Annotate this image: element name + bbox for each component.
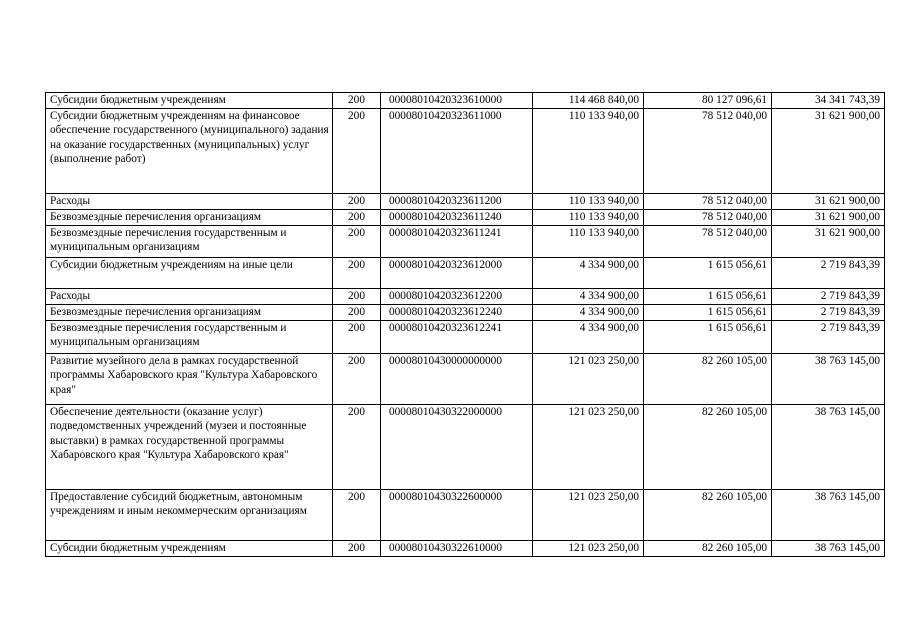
line-code-cell: 200 bbox=[333, 489, 381, 540]
unexecuted-amount-cell: 2 719 843,39 bbox=[772, 320, 885, 353]
expense-name-cell: Развитие музейного дела в рамках государственной программы Хабаровского края "Культура Хабаровского края" bbox=[46, 353, 333, 404]
table-row bbox=[46, 209, 885, 225]
approved-amount-cell: 110 133 940,00 bbox=[533, 193, 644, 209]
unexecuted-amount-cell: 38 763 145,00 bbox=[772, 353, 885, 404]
approved-amount-cell: 4 334 900,00 bbox=[533, 320, 644, 353]
line-code-cell: 200 bbox=[333, 225, 381, 257]
budget-classification-code-cell: 00008010420323612241 bbox=[381, 320, 533, 353]
approved-amount-cell: 4 334 900,00 bbox=[533, 257, 644, 288]
executed-amount-cell: 82 260 105,00 bbox=[644, 404, 772, 489]
budget-classification-code-cell: 00008010430322610000 bbox=[381, 540, 533, 556]
expense-name-cell: Обеспечение деятельности (оказание услуг) подведомственных учреждений (музеи и постоянные выставки) в рамках государственной программы Хабаровского края "Культура Хабаровского края" bbox=[46, 404, 333, 489]
budget-classification-code-cell: 00008010420323610000 bbox=[381, 93, 533, 109]
approved-amount-cell: 110 133 940,00 bbox=[533, 108, 644, 193]
unexecuted-amount-cell: 2 719 843,39 bbox=[772, 257, 885, 288]
table-row bbox=[46, 320, 885, 353]
approved-amount-cell: 4 334 900,00 bbox=[533, 304, 644, 320]
line-code-cell: 200 bbox=[333, 257, 381, 288]
budget-classification-code-cell: 00008010420323611000 bbox=[381, 108, 533, 193]
approved-amount-cell: 121 023 250,00 bbox=[533, 540, 644, 556]
unexecuted-amount-cell: 31 621 900,00 bbox=[772, 108, 885, 193]
budget-classification-code-cell: 00008010420323611200 bbox=[381, 193, 533, 209]
line-code-cell: 200 bbox=[333, 353, 381, 404]
line-code-cell: 200 bbox=[333, 108, 381, 193]
executed-amount-cell: 1 615 056,61 bbox=[644, 288, 772, 304]
budget-classification-code-cell: 00008010430322600000 bbox=[381, 489, 533, 540]
approved-amount-cell: 121 023 250,00 bbox=[533, 404, 644, 489]
executed-amount-cell: 82 260 105,00 bbox=[644, 353, 772, 404]
budget-classification-code-cell: 00008010420323611240 bbox=[381, 209, 533, 225]
executed-amount-cell: 1 615 056,61 bbox=[644, 320, 772, 353]
unexecuted-amount-cell: 2 719 843,39 bbox=[772, 304, 885, 320]
line-code-cell: 200 bbox=[333, 540, 381, 556]
unexecuted-amount-cell: 31 621 900,00 bbox=[772, 209, 885, 225]
table-row bbox=[46, 540, 885, 556]
expense-name-cell: Субсидии бюджетным учреждениям bbox=[46, 540, 333, 556]
executed-amount-cell: 78 512 040,00 bbox=[644, 193, 772, 209]
unexecuted-amount-cell: 38 763 145,00 bbox=[772, 404, 885, 489]
expense-name-cell: Расходы bbox=[46, 288, 333, 304]
expense-name-cell: Расходы bbox=[46, 193, 333, 209]
table-row bbox=[46, 404, 885, 489]
unexecuted-amount-cell: 38 763 145,00 bbox=[772, 489, 885, 540]
executed-amount-cell: 82 260 105,00 bbox=[644, 540, 772, 556]
budget-classification-code-cell: 00008010430000000000 bbox=[381, 353, 533, 404]
table-row bbox=[46, 257, 885, 288]
unexecuted-amount-cell: 31 621 900,00 bbox=[772, 225, 885, 257]
expense-name-cell: Безвозмездные перечисления государственным и муниципальным организациям bbox=[46, 225, 333, 257]
table-row bbox=[46, 93, 885, 109]
approved-amount-cell: 121 023 250,00 bbox=[533, 353, 644, 404]
table-row bbox=[46, 489, 885, 540]
unexecuted-amount-cell: 38 763 145,00 bbox=[772, 540, 885, 556]
table-row bbox=[46, 353, 885, 404]
expense-name-cell: Безвозмездные перечисления организациям bbox=[46, 304, 333, 320]
table-row bbox=[46, 304, 885, 320]
table-row bbox=[46, 108, 885, 193]
executed-amount-cell: 1 615 056,61 bbox=[644, 257, 772, 288]
budget-execution-table bbox=[45, 92, 885, 557]
unexecuted-amount-cell: 31 621 900,00 bbox=[772, 193, 885, 209]
expense-name-cell: Субсидии бюджетным учреждениям на финансовое обеспечение государственного (муниципального) задания на оказание государственных (муниципальных) услуг (выполнение работ) bbox=[46, 108, 333, 193]
table-row bbox=[46, 193, 885, 209]
executed-amount-cell: 78 512 040,00 bbox=[644, 108, 772, 193]
line-code-cell: 200 bbox=[333, 304, 381, 320]
line-code-cell: 200 bbox=[333, 320, 381, 353]
budget-classification-code-cell: 00008010430322000000 bbox=[381, 404, 533, 489]
unexecuted-amount-cell: 2 719 843,39 bbox=[772, 288, 885, 304]
executed-amount-cell: 78 512 040,00 bbox=[644, 225, 772, 257]
approved-amount-cell: 4 334 900,00 bbox=[533, 288, 644, 304]
executed-amount-cell: 78 512 040,00 bbox=[644, 209, 772, 225]
approved-amount-cell: 110 133 940,00 bbox=[533, 225, 644, 257]
budget-classification-code-cell: 00008010420323612000 bbox=[381, 257, 533, 288]
executed-amount-cell: 80 127 096,61 bbox=[644, 93, 772, 109]
approved-amount-cell: 110 133 940,00 bbox=[533, 209, 644, 225]
executed-amount-cell: 1 615 056,61 bbox=[644, 304, 772, 320]
line-code-cell: 200 bbox=[333, 209, 381, 225]
expense-name-cell: Безвозмездные перечисления государственным и муниципальным организациям bbox=[46, 320, 333, 353]
expense-name-cell: Субсидии бюджетным учреждениям на иные цели bbox=[46, 257, 333, 288]
expense-name-cell: Предоставление субсидий бюджетным, автономным учреждениям и иным некоммерческим организациям bbox=[46, 489, 333, 540]
budget-classification-code-cell: 00008010420323612240 bbox=[381, 304, 533, 320]
line-code-cell: 200 bbox=[333, 288, 381, 304]
line-code-cell: 200 bbox=[333, 404, 381, 489]
unexecuted-amount-cell: 34 341 743,39 bbox=[772, 93, 885, 109]
table-row bbox=[46, 225, 885, 257]
approved-amount-cell: 121 023 250,00 bbox=[533, 489, 644, 540]
budget-classification-code-cell: 00008010420323612200 bbox=[381, 288, 533, 304]
approved-amount-cell: 114 468 840,00 bbox=[533, 93, 644, 109]
line-code-cell: 200 bbox=[333, 193, 381, 209]
line-code-cell: 200 bbox=[333, 93, 381, 109]
expense-name-cell: Субсидии бюджетным учреждениям bbox=[46, 93, 333, 109]
executed-amount-cell: 82 260 105,00 bbox=[644, 489, 772, 540]
table-row bbox=[46, 288, 885, 304]
budget-classification-code-cell: 00008010420323611241 bbox=[381, 225, 533, 257]
expense-name-cell: Безвозмездные перечисления организациям bbox=[46, 209, 333, 225]
